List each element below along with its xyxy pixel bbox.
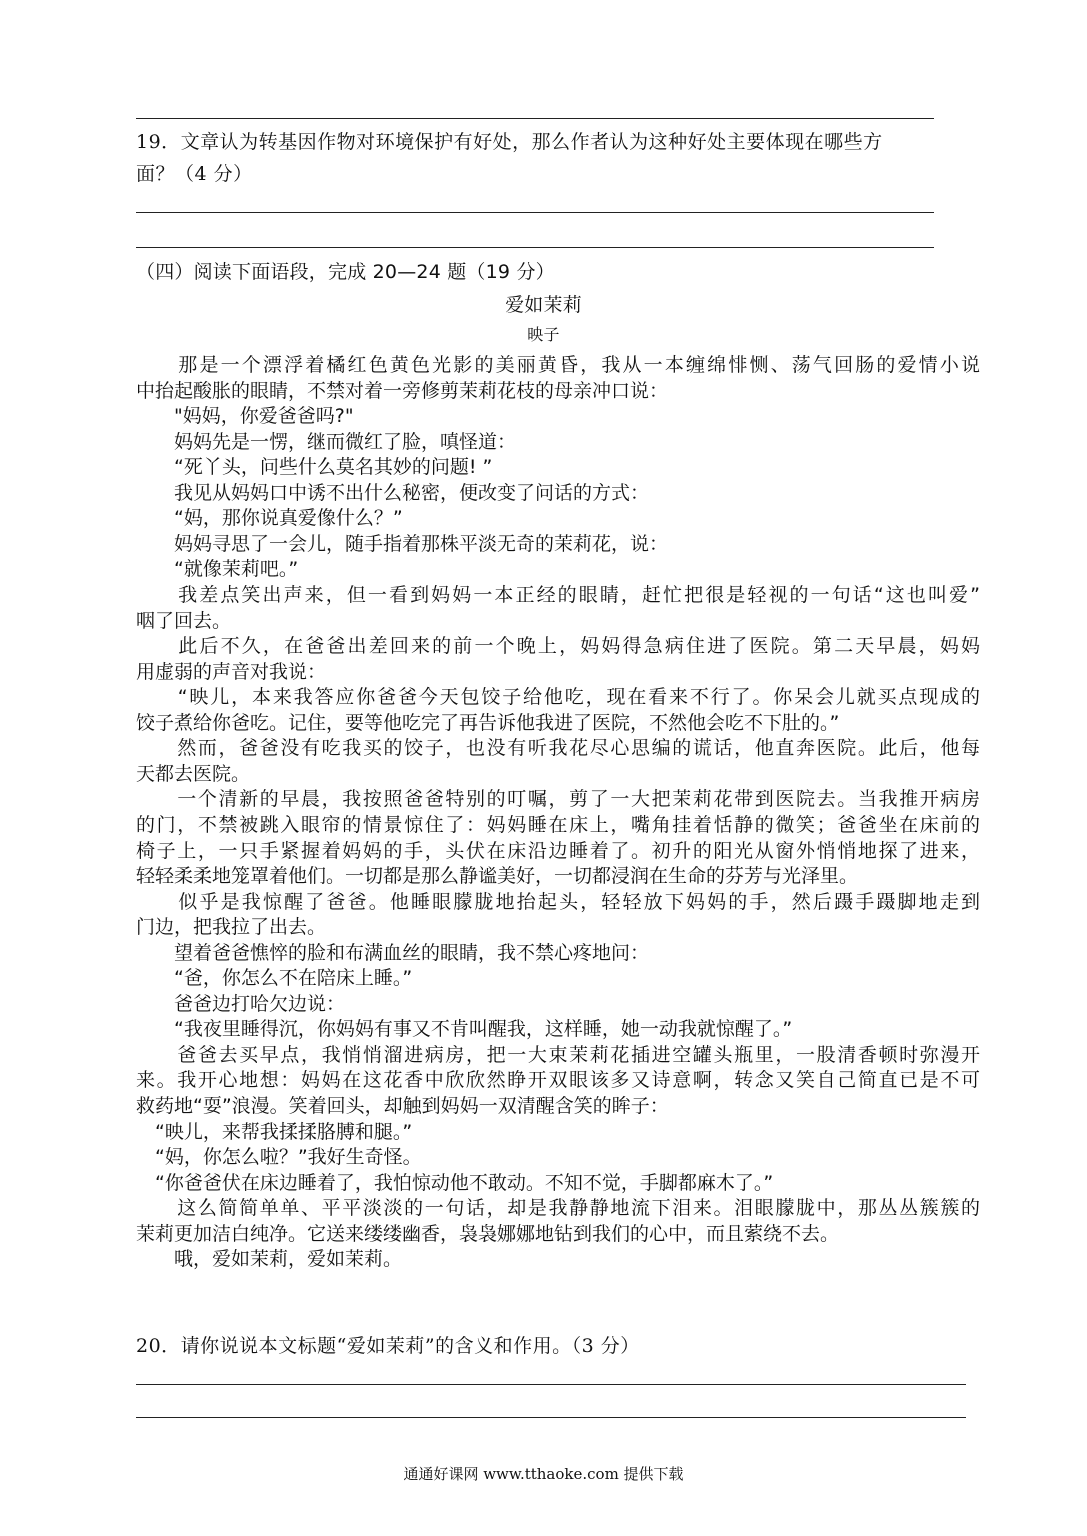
body-line: 望着爸爸憔悴的脸和布满血丝的眼睛，我不禁心疼地问： [136, 941, 650, 964]
article-title: 爱如茉莉 [505, 294, 582, 316]
body-line: “我夜里睡得沉，你妈妈有事又不肯叫醒我，这样睡，她一动我就惊醒了。” [136, 1018, 793, 1041]
article-author: 映子 [527, 325, 560, 344]
body-line: 那是一个漂浮着橘红色黄色光影的美丽黄昏，我从一本缠绵悱恻、荡气回肠的爱情小说 [136, 354, 980, 376]
body-line: “映儿，来帮我揉揉胳膊和腿。” [136, 1120, 413, 1143]
body-line: “你爸爸伏在床边睡着了，我怕惊动他不敢动。不知不觉，手脚都麻木了。” [136, 1171, 774, 1194]
section-heading: （四）阅读下面语段，完成 20—24 题（19 分） [136, 261, 555, 283]
answer-line [136, 1384, 966, 1385]
body-line: 这么简简单单、平平淡淡的一句话，却是我静静地流下泪来。泪眼朦胧中，那丛丛簇簇的 [136, 1197, 980, 1220]
body-line: 爸爸去买早点，我悄悄溜进病房，把一大束茉莉花插进空罐头瓶里，一股清香顿时弥漫开 [136, 1043, 980, 1066]
body-line: 轻轻柔柔地笼罩着他们。一切都是那么静谧美好，一切都浸润在生命的芬芳与光泽里。 [136, 865, 859, 887]
body-line: 天都去医院。 [136, 762, 251, 785]
body-line: 椅子上，一只手紧握着妈妈的手，头伏在床沿边睡着了。初升的阳光从窗外悄悄地探了进来， [136, 839, 980, 862]
body-line: 妈妈寻思了一会儿，随手指着那株平淡无奇的茉莉花，说： [136, 532, 669, 555]
body-line: 门边，把我拉了出去。 [136, 916, 327, 939]
body-line: 茉莉更加洁白纯净。它送来缕缕幽香，袅袅娜娜地钻到我们的心中，而且萦绕不去。 [136, 1222, 840, 1245]
body-line: “妈，你怎么啦？”我好生奇怪。 [136, 1146, 422, 1169]
body-line: “就像茉莉吧。” [136, 558, 299, 581]
body-line: 用虚弱的声音对我说： [136, 660, 327, 683]
question-20: 20．请你说说本文标题“爱如茉莉”的含义和作用。（3 分） [136, 1335, 640, 1357]
body-line: “死丫头，问些什么莫名其妙的问题! ” [136, 456, 493, 479]
body-line: 一个清新的早晨，我按照爸爸特别的叮嘱，剪了一大把茉莉花带到医院去。当我推开病房 [136, 788, 980, 811]
body-line: 似乎是我惊醒了爸爸。他睡眼朦胧地抬起头，轻轻放下妈妈的手，然后蹑手蹑脚地走到 [136, 890, 980, 913]
body-line: "妈妈，你爱爸爸吗?" [136, 405, 354, 428]
body-line: 然而，爸爸没有吃我买的饺子，也没有听我花尽心思编的谎话，他直奔医院。此后，他每 [136, 737, 980, 760]
answer-line [136, 247, 934, 248]
question-19-line-2: 面？（4 分） [136, 163, 253, 185]
answer-line [136, 212, 934, 213]
body-line: 我见从妈妈口中诱不出什么秘密，便改变了问话的方式： [136, 481, 650, 504]
body-line: 我差点笑出声来，但一看到妈妈一本正经的眼睛，赶忙把很是轻视的一句话“这也叫爱” [136, 584, 980, 606]
body-line: 来。我开心地想：妈妈在这花香中欣欣然睁开双眼该多又诗意啊，转念又笑自己简直已是不可 [136, 1069, 980, 1092]
body-line: 哦，爱如茉莉，爱如茉莉。 [136, 1248, 403, 1271]
body-line: 爸爸边打哈欠边说： [136, 992, 346, 1015]
body-line: 救药地“耍”浪漫。笑着回头，却触到妈妈一双清醒含笑的眸子： [136, 1095, 669, 1117]
footer-credit: 通通好课网 www.tthaoke.com 提供下载 [403, 1465, 684, 1483]
question-19-line-1: 19．文章认为转基因作物对环境保护有好处，那么作者认为这种好处主要体现在哪些方 [136, 131, 883, 153]
body-line: 中抬起酸胀的眼睛，不禁对着一旁修剪茉莉花枝的母亲冲口说： [136, 379, 669, 402]
body-line: 饺子煮给你爸吃。记住，要等他吃完了再告诉他我进了医院，不然他会吃不下肚的。” [136, 711, 840, 734]
body-line: “映儿，本来我答应你爸爸今天包饺子给他吃，现在看来不行了。你呆会儿就买点现成的 [136, 686, 980, 709]
body-line: “妈，那你说真爱像什么？” [136, 507, 403, 530]
body-line: 的门，不禁被跳入眼帘的情景惊住了：妈妈睡在床上，嘴角挂着恬静的微笑；爸爸坐在床前的 [136, 813, 980, 836]
body-line: 妈妈先是一愣，继而微红了脸，嗔怪道： [136, 430, 517, 453]
body-line: 咽了回去。 [136, 609, 232, 632]
body-line: 此后不久，在爸爸出差回来的前一个晚上，妈妈得急病住进了医院。第二天早晨，妈妈 [136, 635, 980, 657]
answer-line [136, 118, 934, 119]
body-line: “爸，你怎么不在陪床上睡。” [136, 967, 413, 990]
answer-line [136, 1417, 966, 1418]
